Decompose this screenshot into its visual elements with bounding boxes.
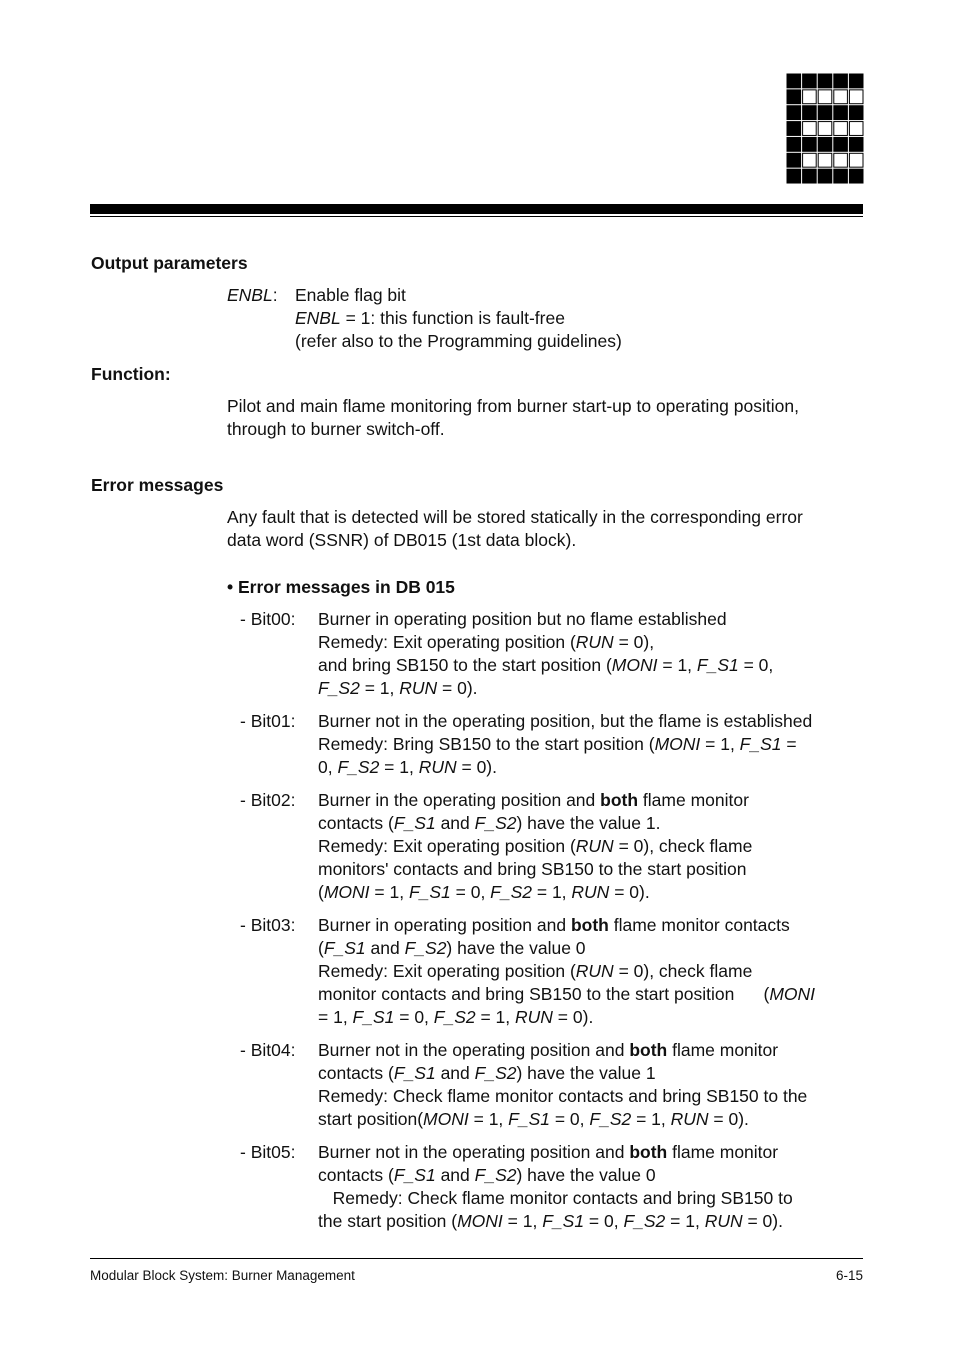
- bit-item: [240, 1039, 866, 1131]
- function-heading: Function:: [91, 364, 171, 384]
- footer-title: Modular Block System: Burner Management: [90, 1268, 355, 1283]
- bit-item: [240, 789, 866, 904]
- bit-label: - Bit01:: [240, 711, 296, 731]
- bit-description: Burner not in the operating position, but the flame is established Remedy: Bring SB150 to the start position (MONI = 1, F_S1 = 0, F_S2 = 1, RUN = 0).: [318, 711, 813, 777]
- header-rule: [90, 204, 863, 214]
- enbl-value-line: ENBL = 1: this function is fault-free: [295, 308, 565, 328]
- bit-description: Burner not in the operating position and both flame monitor contacts (F_S1 and F_S2) have the value 1 Remedy: Check flame monitor contacts and bring SB150 to the start position(MONI = 1, F_S1 = 0, F_S2 = 1, RUN = 0).: [318, 1040, 808, 1129]
- output-parameters-heading: Output parameters: [91, 253, 248, 273]
- error-messages-heading: Error messages: [91, 475, 224, 495]
- bit-description: Burner in operating position but no flame established Remedy: Exit operating position (RUN = 0), and bring SB150 to the start position (MONI = 1, F_S1 = 0, F_S2 = 1, RUN = 0).: [318, 609, 774, 698]
- bit-description: Burner in operating position and both flame monitor contacts (F_S1 and F_S2) have the value 0 Remedy: Exit operating position (RUN = 0), check flame monitor contacts and bring SB150 to the start position (MONI = 1, F_S1 = 0, F_S2 = 1, RUN = 0).: [318, 915, 816, 1027]
- bit-label: - Bit04:: [240, 1040, 296, 1060]
- bit-label: - Bit03:: [240, 915, 296, 935]
- header-rule-thin: [90, 216, 863, 217]
- bit-item: [240, 1141, 866, 1233]
- bit-label: - Bit02:: [240, 790, 296, 810]
- bit-item: [240, 608, 866, 700]
- error-messages-text: Any fault that is detected will be stored statically in the corresponding error data word (SSNR) of DB015 (1st data block).: [227, 507, 803, 550]
- bit-label: - Bit00:: [240, 609, 296, 629]
- bit-description: Burner in the operating position and both flame monitor contacts (F_S1 and F_S2) have the value 1. Remedy: Exit operating position (RUN = 0), check flame monitors' contacts and bring SB150 to the start position (MONI = 1, F_S1 = 0, F_S2 = 1, RUN = 0).: [318, 790, 753, 902]
- db015-bullet: • Error messages in DB 015: [227, 577, 455, 597]
- bit-item: [240, 914, 866, 1029]
- footer-rule: [90, 1258, 863, 1259]
- bit-label: - Bit05:: [240, 1142, 296, 1162]
- enbl-term: ENBL:: [227, 285, 278, 305]
- page-number: 6-15: [835, 1268, 863, 1283]
- enbl-reference: (refer also to the Programming guidelines): [295, 331, 622, 351]
- bit-description: Burner not in the operating position and both flame monitor contacts (F_S1 and F_S2) have the value 0 Remedy: Check flame monitor contacts and bring SB150 to the start position (MONI = 1, F_S1 = 0, F_S2 = 1, RUN = 0).: [318, 1142, 793, 1231]
- bit-item: [240, 710, 866, 779]
- bit-list: [240, 608, 866, 1243]
- function-text: Pilot and main flame monitoring from burner start-up to operating position, through to burner switch-off.: [227, 396, 799, 439]
- grid-logo-icon: [786, 73, 864, 184]
- enbl-description: Enable flag bit: [295, 285, 406, 305]
